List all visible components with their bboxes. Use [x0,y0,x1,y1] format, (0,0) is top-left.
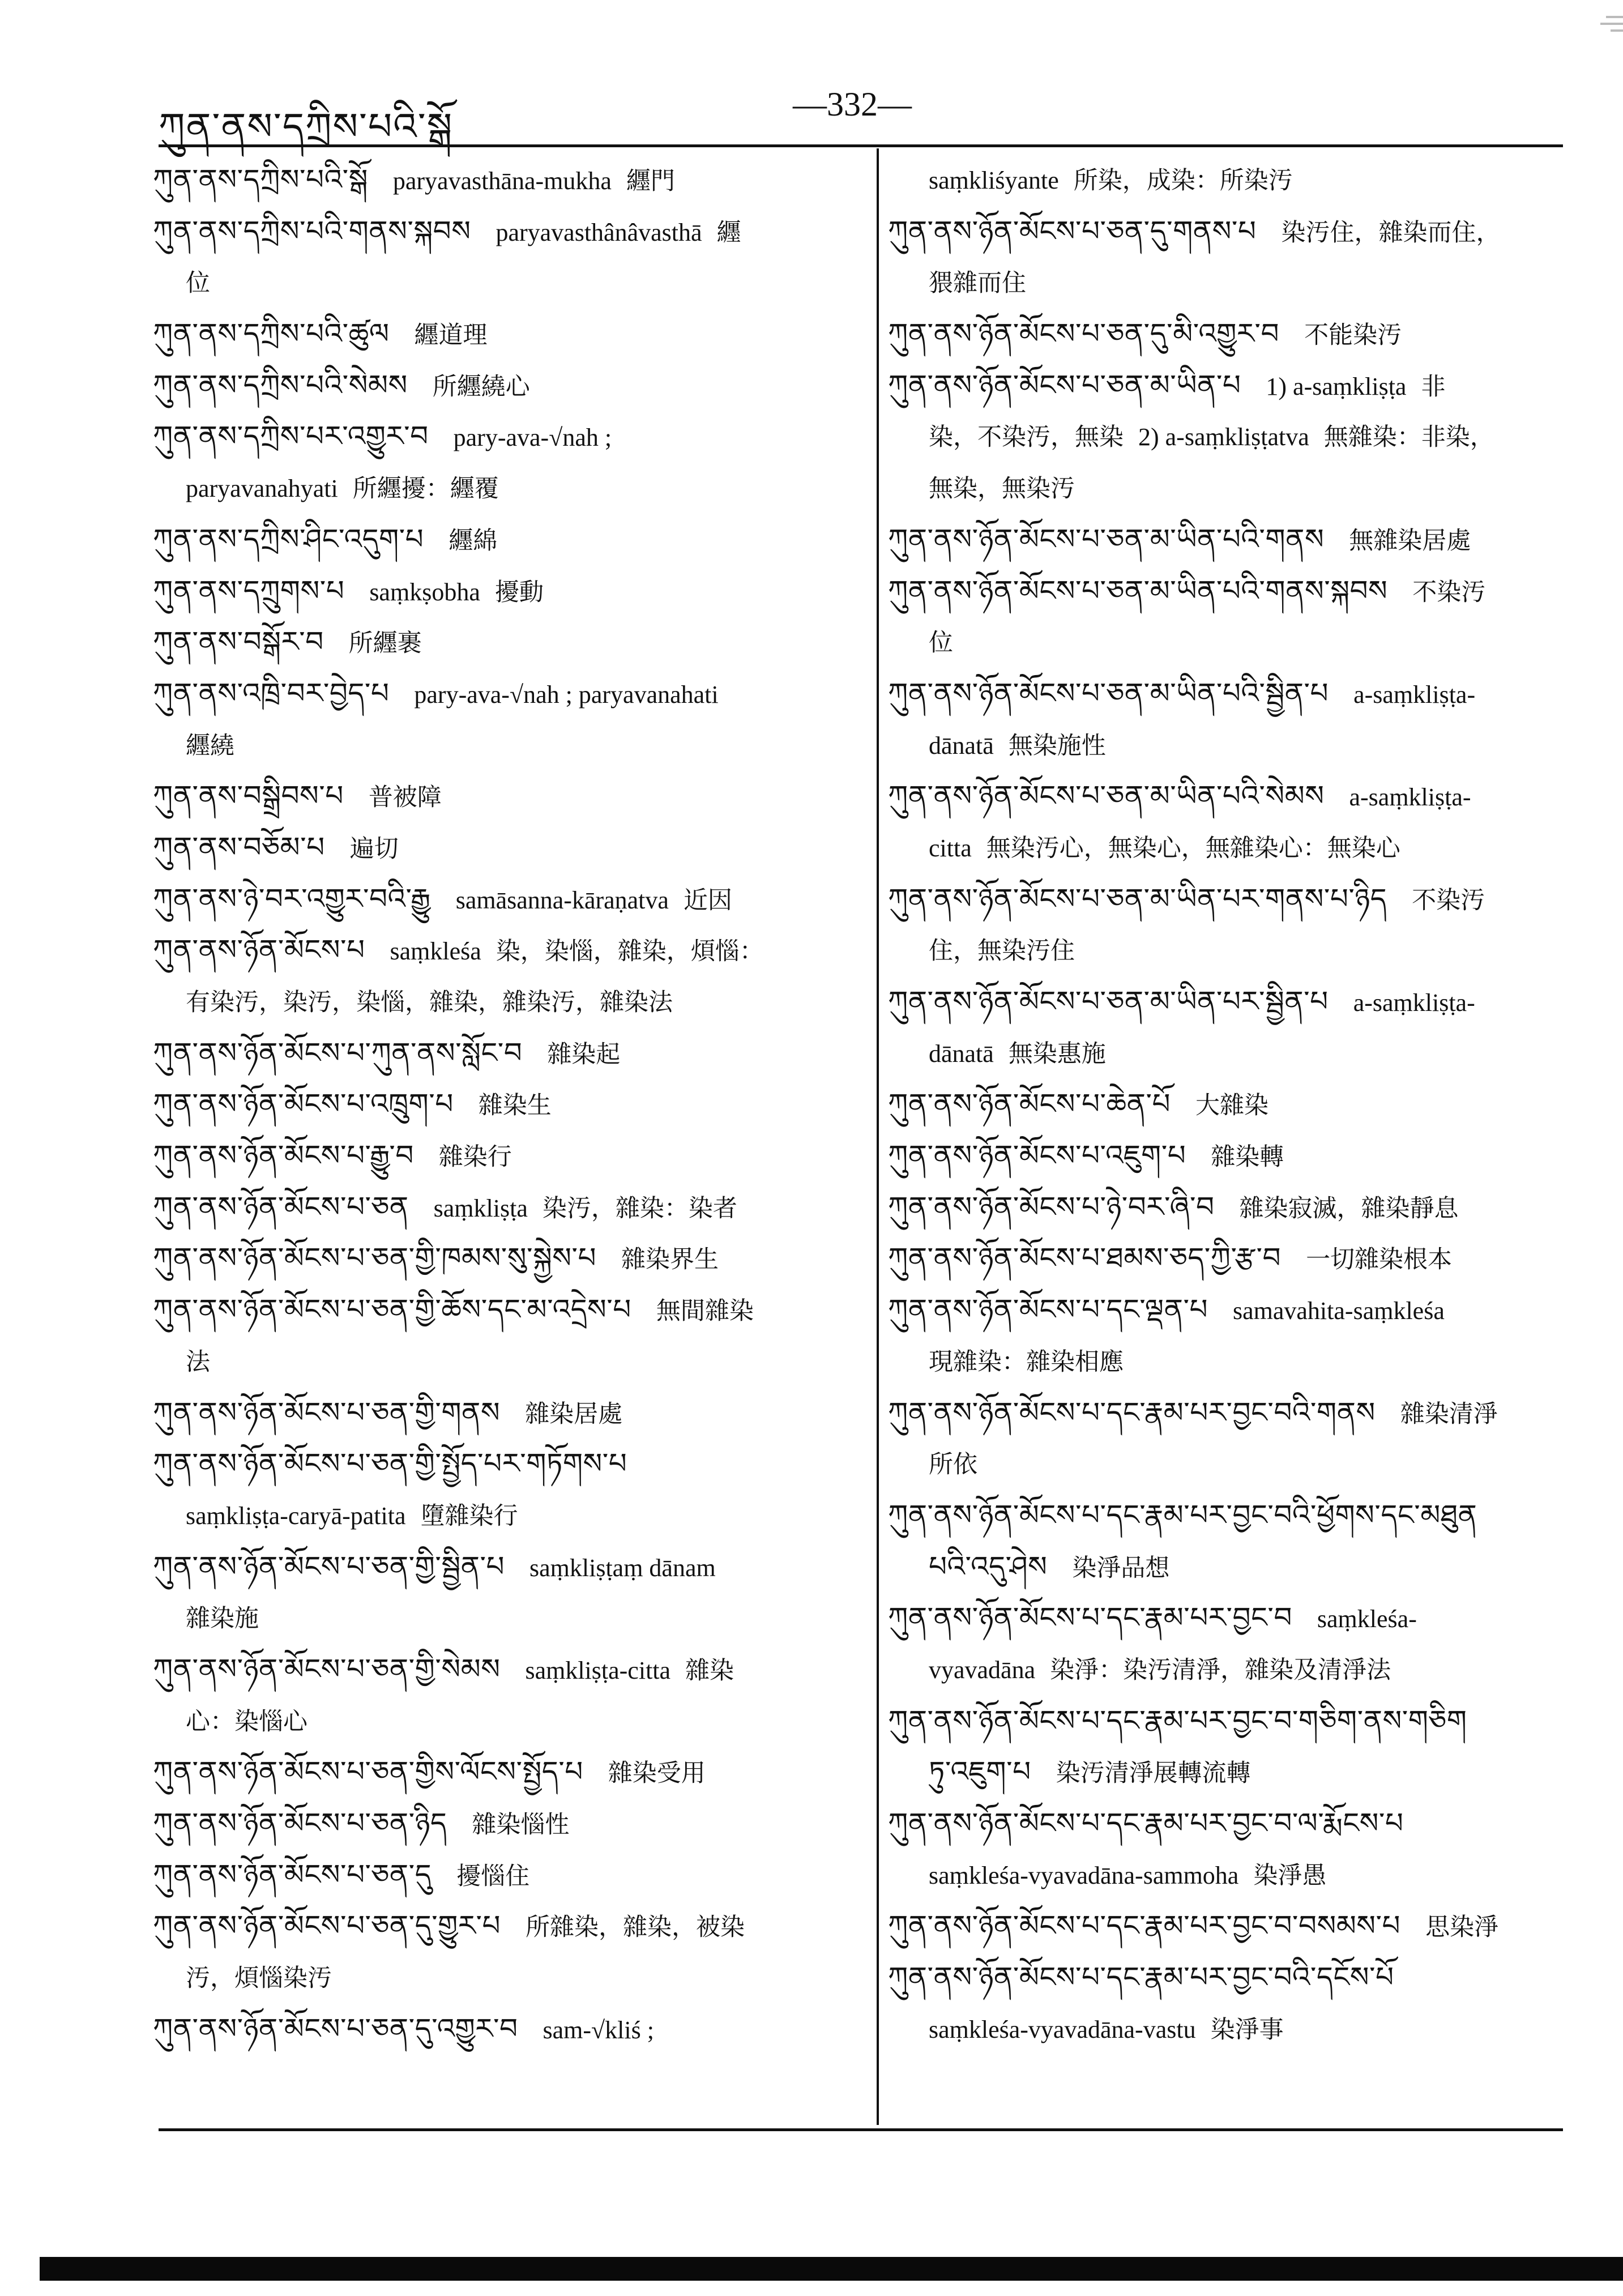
entry-continuation-line [153,719,864,771]
entry-continuation-line [888,822,1596,873]
dictionary-entry-line [153,1027,864,1079]
tibetan-headword: པའི་འདུ་ཤེས [929,1550,1048,1583]
tibetan-headword: ཀུན་ནས་ཉོན་མོངས་པ་ཅན་ཉིད [153,1807,447,1840]
sanskrit-term: paryavasthāna-mukha [392,167,612,195]
tibetan-headword: ཀུན་ནས་ཉོན་མོངས་པ་དང་རྣམ་པར་བྱང་བ [888,1601,1292,1634]
dictionary-entry-line [153,873,864,925]
left-column [153,154,864,2054]
chinese-gloss: 心：染惱心 [186,1707,307,1736]
dictionary-entry-line [153,1232,864,1284]
dictionary-entry-line [888,770,1596,822]
dictionary-entry-line [888,873,1596,925]
chinese-gloss: 無染汚心，無染心，無雜染心：無染心 [986,834,1400,863]
chinese-gloss: 雜染界生 [621,1245,719,1274]
entry-continuation-line [888,1027,1596,1079]
dictionary-entry-line [888,1232,1596,1284]
tibetan-headword: ཀུན་ནས་ཉོན་མོངས་པ་ཅན་མ་ཡིན་པ [888,368,1241,402]
chinese-gloss: 近因 [683,886,732,915]
tibetan-headword: ཀུན་ནས་ཉོན་མོངས་པ་ཅན་མ་ཡིན་པའི་སྦྱིན་པ [888,676,1329,710]
chinese-gloss: 雜染行 [438,1143,512,1172]
sanskrit-term: samāsanna-kāraṇatva [455,886,669,914]
dictionary-entry-line [888,1695,1596,1747]
chinese-gloss: 雜染惱性 [472,1811,570,1839]
dictionary-entry-line [153,1438,864,1490]
dictionary-entry-line [153,1387,864,1439]
tibetan-headword: ཀུན་ནས་ཉོན་མོངས་པ་དང་རྣམ་པར་བྱང་བ་གཅིག་ནས་གཅིག [888,1704,1467,1737]
entry-continuation-line [888,257,1596,308]
dictionary-entry-line [888,1181,1596,1233]
dictionary-entry-line [153,1284,864,1335]
tibetan-headword: ཀུན་ནས་ཉོན་མོངས་པ་ཆེན་པོ [888,1087,1171,1121]
entry-continuation-line [153,1695,864,1747]
chinese-gloss: 位 [929,629,953,658]
dictionary-entry-line [153,411,864,462]
chinese-gloss: 大雜染 [1195,1091,1268,1120]
entry-continuation-line [888,1335,1596,1387]
chinese-gloss: 雜染起 [547,1040,621,1069]
entry-continuation-line [888,924,1596,976]
dictionary-entry-line [888,1952,1596,2003]
tibetan-headword: ཀུན་ནས་དཀྲིས་ཤིང་འདུག་པ [153,522,424,556]
chinese-gloss: 纒門 [626,167,675,195]
tibetan-headword: ཀུན་ནས་ཉོན་མོངས་པ་ཅན [153,1190,409,1223]
sanskrit-term: saṃkleśa- [1317,1605,1417,1633]
sanskrit-term: a-saṃkliṣṭa- [1353,680,1476,709]
dictionary-entry-line [153,1900,864,1952]
tibetan-headword: ཀུན་ནས་ཉོན་མོངས་པ་ཉེ་བར་ཞི་བ [888,1190,1215,1223]
scan-edge-marks [1595,11,1623,62]
chinese-gloss: 染淨事 [1210,2015,1284,2044]
tibetan-headword: ཀུན་ནས་ཉོན་མོངས་པ་དང་རྣམ་པར་བྱང་བ་བསམས་པ [888,1909,1401,1943]
tibetan-headword: ཀུན་ནས་བསྒོར་བ [153,625,324,659]
entry-continuation-line [153,1335,864,1387]
sanskrit-term: dānatā [929,1039,994,1068]
dictionary-entry-line [888,1130,1596,1181]
tibetan-headword: ཀུན་ནས་དཀྲིས་པར་འགྱུར་བ [153,420,429,453]
dictionary-entry-line [888,1284,1596,1335]
sanskrit-term: pary-ava-√nah ; paryavanahati [414,680,719,709]
entry-continuation-line [888,2003,1596,2055]
chinese-gloss: 遍切 [349,834,399,863]
tibetan-headword: ཀུན་ནས་ཉོན་མོངས་པ་དང་རྣམ་པར་བྱང་བའི་ཕྱོགས་དང་མཐུན [888,1498,1477,1531]
tibetan-headword: ཀུན་ནས་ཉོན་མོངས་པ་ཅན་མ་ཡིན་པར་གནས་པ་ཉིད [888,882,1387,915]
tibetan-headword: ཀུན་ནས་བཅོམ་པ [153,830,325,864]
entry-continuation-line [888,1541,1596,1593]
chinese-gloss: 染汚住，雜染而住， [1281,218,1501,247]
chinese-gloss: 染汚，雜染：染者 [542,1194,737,1223]
tibetan-headword: ཀུན་ནས་དཀྲིས་པའི་སྒོ [153,163,368,196]
chinese-gloss: 雜染居處 [525,1399,623,1428]
sanskrit-term: saṃkṣobha [369,578,480,606]
chinese-gloss: 所纒擾：纒覆 [352,475,499,503]
chinese-gloss: 有染汚，染汚，染惱，雜染，雜染汚，雜染法 [186,988,673,1017]
entry-continuation-line [888,462,1596,514]
dictionary-entry-line [153,822,864,873]
chinese-gloss: 無染，無染汚 [929,475,1075,503]
dictionary-entry-line [888,206,1596,257]
tibetan-headword: ཀུན་ནས་ཉེ་བར་འགྱུར་བའི་རྒྱུ [153,882,431,915]
dictionary-entry-line [153,1849,864,1901]
chinese-gloss: 纒綿 [449,526,498,555]
dictionary-entry-line [153,206,864,257]
chinese-gloss: 所染，成染：所染汚 [1073,167,1293,195]
tibetan-headword: ཀུན་ནས་ཉོན་མོངས་པ་ཅན་དུ་གནས་པ [888,214,1257,247]
tibetan-headword: ཀུན་ནས་ཉོན་མོངས་པ་ཅན་མ་ཡིན་པའི་གནས [888,522,1325,556]
sanskrit-term: saṃkliśyante [929,167,1059,194]
entry-continuation-line [153,257,864,308]
entry-continuation-line [888,1849,1596,1901]
dictionary-entry-line [153,924,864,976]
top-rule [159,144,1563,147]
dictionary-entry-line [888,1592,1596,1644]
chinese-gloss: 無染施性 [1008,731,1106,760]
entry-continuation-line [888,616,1596,668]
tibetan-headword: ཀུན་ནས་དཀྲིས་པའི་གནས་སྐབས [153,214,471,247]
dictionary-entry-line [153,1746,864,1798]
sanskrit-term: sam-√kliś ; [543,2016,654,2044]
dictionary-entry-line [153,1078,864,1130]
tibetan-headword: ཀུན་ནས་ཉོན་མོངས་པ་ཅན་གྱི་ཁམས་སུ་སྐྱེས་པ [153,1241,596,1275]
sanskrit-term: saṃkliṣṭa-citta [525,1656,671,1684]
bottom-rule [159,2128,1563,2131]
dictionary-entry-line [888,976,1596,1027]
scan-bottom-band [40,2257,1623,2281]
running-head: ཀུན་ནས་དཀྲིས་པའི་སྒོ [159,105,454,148]
chinese-gloss: 雜染施 [186,1604,259,1633]
chinese-gloss: 擾惱住 [456,1862,530,1890]
dictionary-entry-line [153,1541,864,1593]
tibetan-headword: ཀུན་ནས་ཉོན་མོངས་པ་དང་རྣམ་པར་བྱང་བའི་དངོས་པོ [888,1961,1394,1994]
dictionary-entry-line [153,1130,864,1181]
dictionary-entry-line [888,1798,1596,1849]
sanskrit-term: vyavadāna [929,1655,1036,1684]
chinese-gloss: 一切雜染根本 [1306,1245,1453,1274]
chinese-gloss: 不能染汚 [1304,321,1402,350]
chinese-gloss: 無雜染居處 [1349,526,1471,555]
chinese-gloss: 位 [186,269,210,298]
tibetan-headword: ཀུན་ནས་ཉོན་མོངས་པ་ཅན་དུ་འགྱུར་བ [153,2012,518,2045]
tibetan-headword: ཀུན་ནས་ཉོན་མོངས་པ་ཅན་གྱིས་ལོངས་སྤྱོད་པ [153,1755,583,1789]
chinese-gloss: 雜染生 [478,1091,552,1120]
dictionary-entry-line [888,668,1596,719]
tibetan-headword: ཀུན་ནས་ཉོན་མོངས་པ་ཅན་གྱི་གནས [153,1395,501,1429]
entry-continuation-line [153,976,864,1027]
chinese-gloss: 汚，煩惱染汚 [186,1964,332,1993]
dictionary-entry-line [153,616,864,668]
chinese-gloss: 染淨愚 [1253,1861,1327,1890]
dictionary-entry-line [888,360,1596,411]
tibetan-headword: ཀུན་ནས་ཉོན་མོངས་པ་འཇུག་པ [888,1139,1186,1172]
dictionary-entry-line [153,770,864,822]
dictionary-entry-line [153,1181,864,1233]
chinese-gloss: 所纒繞心 [432,372,530,401]
dictionary-entry-line [153,360,864,411]
chinese-gloss: 法 [186,1347,210,1376]
chinese-gloss: 染汚清淨展轉流轉 [1056,1759,1251,1788]
entry-continuation-line [153,1952,864,2003]
sanskrit-term: paryavasthânâvasthā [496,218,702,246]
tibetan-headword: ཏུ་འཇུག་པ [929,1755,1031,1789]
dictionary-entry-line [153,154,864,206]
chinese-gloss: 擾動 [494,578,544,607]
chinese-gloss: 無染惠施 [1008,1039,1106,1068]
tibetan-headword: ཀུན་ནས་ཉོན་མོངས་པ་ཅན་མ་ཡིན་པའི་སེམས [888,779,1325,813]
chinese-gloss: 住，無染汚住 [929,937,1075,966]
sanskrit-term: saṃkliṣṭaṃ dānam [529,1554,716,1582]
sanskrit-term: pary-ava-√nah ; [453,424,612,452]
column-divider [877,148,879,2125]
tibetan-headword: ཀུན་ནས་ཉོན་མོངས་པ་ཀུན་ནས་སློང་བ [153,1036,523,1069]
page-number: —332— [793,86,912,123]
dictionary-entry-line [153,308,864,360]
chinese-gloss: 雜染受用 [608,1759,706,1788]
chinese-gloss: 雜染轉 [1211,1143,1284,1172]
dictionary-entry-line [888,1490,1596,1541]
dictionary-entry-line [888,565,1596,617]
dictionary-entry-line [888,308,1596,360]
tibetan-headword: ཀུན་ནས་ཉོན་མོངས་པ་ཅན་དུ་གྱུར་པ [153,1909,501,1943]
chinese-gloss: 雜染寂滅，雜染靜息 [1239,1194,1459,1223]
dictionary-entry-line [888,514,1596,565]
tibetan-headword: ཀུན་ནས་ཉོན་མོངས་པ་ཅན་གྱི་ཆོས་དང་མ་འདྲེས་པ [153,1293,631,1326]
sanskrit-term: 1) a-saṃkliṣṭa [1266,372,1407,400]
chinese-gloss: 墮雜染行 [420,1501,518,1530]
chinese-gloss: 思染淨 [1425,1913,1499,1942]
sanskrit-term: 2) a-saṃkliṣṭatva [1138,423,1309,451]
dictionary-entry-line [888,1078,1596,1130]
tibetan-headword: ཀུན་ནས་ཉོན་མོངས་པ་ཅན་གྱི་སྦྱིན་པ [153,1550,505,1583]
tibetan-headword: ཀུན་ནས་དཀྲིས་པའི་ཚུལ [153,317,390,351]
chinese-gloss: 染，不染汚，無染 [929,423,1124,452]
dictionary-entry-line [153,514,864,565]
tibetan-headword: ཀུན་ནས་ཉོན་མོངས་པ་ཅན་མ་ཡིན་པར་སྦྱིན་པ [888,985,1329,1018]
chinese-gloss: 染，染惱，雜染，煩惱： [496,937,764,966]
sanskrit-term: saṃkleśa [390,937,481,966]
tibetan-headword: ཀུན་ནས་ཉོན་མོངས་པ་ཅན་དུ [153,1858,432,1891]
tibetan-headword: ཀུན་ནས་ཉོན་མོངས་པ [153,933,365,967]
dictionary-entry-line [153,1798,864,1849]
tibetan-headword: ཀུན་ནས་བསྒྲིབས་པ [153,779,344,813]
sanskrit-term: samavahita-saṃkleśa [1233,1297,1445,1325]
tibetan-headword: ཀུན་ནས་ཉོན་མོངས་པ་དང་རྣམ་པར་བྱང་བའི་གནས [888,1395,1376,1429]
sanskrit-term: citta [929,834,972,862]
entry-continuation-line [153,462,864,514]
entry-continuation-line [888,411,1596,462]
sanskrit-term: saṃkliṣṭa-caryā-patita [186,1501,406,1530]
chinese-gloss: 不染汚 [1412,886,1485,915]
chinese-gloss: 無雜染：非染， [1323,423,1494,452]
tibetan-headword: ཀུན་ནས་འཁྲི་བར་བྱེད་པ [153,676,390,710]
chinese-gloss: 纒 [716,218,741,247]
sanskrit-term: a-saṃkliṣṭa- [1353,989,1475,1017]
chinese-gloss: 染淨：染汚清淨，雜染及清淨法 [1050,1655,1391,1684]
tibetan-headword: ཀུན་ནས་ཉོན་མོངས་པ་རྒྱུ་བ [153,1139,414,1172]
tibetan-headword: ཀུན་ནས་ཉོན་མོངས་པ་འཁྲུག་པ [153,1087,454,1121]
entry-continuation-line [888,1438,1596,1490]
tibetan-headword: ཀུན་ནས་ཉོན་མོངས་པ་ཅན་དུ་མི་འགྱུར་བ [888,317,1280,351]
chinese-gloss: 所依 [929,1450,977,1479]
chinese-gloss: 無間雜染 [656,1297,754,1326]
dictionary-entry-line [888,1387,1596,1439]
sanskrit-term: saṃkleśa-vyavadāna-vastu [929,2015,1196,2043]
chinese-gloss: 所雜染，雜染，被染 [526,1913,745,1942]
sanskrit-term: paryavanahyati [186,475,338,503]
chinese-gloss: 非 [1421,372,1446,401]
right-column [888,154,1596,2054]
chinese-gloss: 纒道理 [414,321,488,350]
entry-continuation-line [888,1746,1596,1798]
entry-continuation-line [153,1592,864,1644]
sanskrit-term: saṃkleśa-vyavadāna-sammoha [929,1861,1239,1889]
chinese-gloss: 雜染清淨 [1400,1399,1498,1428]
chinese-gloss: 染淨品想 [1072,1554,1170,1582]
dictionary-entry-line [888,1900,1596,1952]
tibetan-headword: ཀུན་ནས་ཉོན་མོངས་པ་ཐམས་ཅད་ཀྱི་རྩ་བ [888,1241,1282,1275]
sanskrit-term: saṃkliṣṭa [433,1194,528,1222]
dictionary-entry-line [153,565,864,617]
tibetan-headword: ཀུན་ནས་དཀྲུགས་པ [153,574,345,607]
dictionary-entry-line [153,2003,864,2055]
tibetan-headword: ཀུན་ནས་ཉོན་མོངས་པ་ཅན་མ་ཡིན་པའི་གནས་སྐབས [888,574,1388,607]
tibetan-headword: ཀུན་ནས་ཉོན་མོངས་པ་ཅན་གྱི་སྤྱོད་པར་གཏོགས་པ [153,1447,627,1480]
dictionary-entry-line [153,668,864,719]
sanskrit-term: dānatā [929,731,994,759]
tibetan-headword: ཀུན་ནས་ཉོན་མོངས་པ་དང་རྣམ་པར་བྱང་བ་ལ་རྨོངས་པ [888,1807,1404,1840]
entry-continuation-line [153,1490,864,1541]
tibetan-headword: ཀུན་ནས་དཀྲིས་པའི་སེམས [153,368,408,402]
entry-continuation-line [888,719,1596,771]
dictionary-entry-line [153,1644,864,1695]
page-header [159,85,1563,148]
chinese-gloss: 猥雜而住 [929,269,1026,298]
entry-continuation-line [888,154,1596,206]
chinese-gloss: 所纒裹 [348,629,422,658]
chinese-gloss: 纒繞 [186,731,234,760]
sanskrit-term: a-saṃkliṣṭa- [1349,783,1471,812]
chinese-gloss: 普被障 [368,783,442,812]
tibetan-headword: ཀུན་ནས་ཉོན་མོངས་པ་དང་ལྡན་པ [888,1293,1208,1326]
chinese-gloss: 雜染 [685,1656,734,1685]
entry-continuation-line [888,1644,1596,1695]
chinese-gloss: 不染汚 [1412,578,1486,607]
tibetan-headword: ཀུན་ནས་ཉོན་མོངས་པ་ཅན་གྱི་སེམས [153,1652,501,1685]
chinese-gloss: 現雜染：雜染相應 [929,1347,1124,1376]
